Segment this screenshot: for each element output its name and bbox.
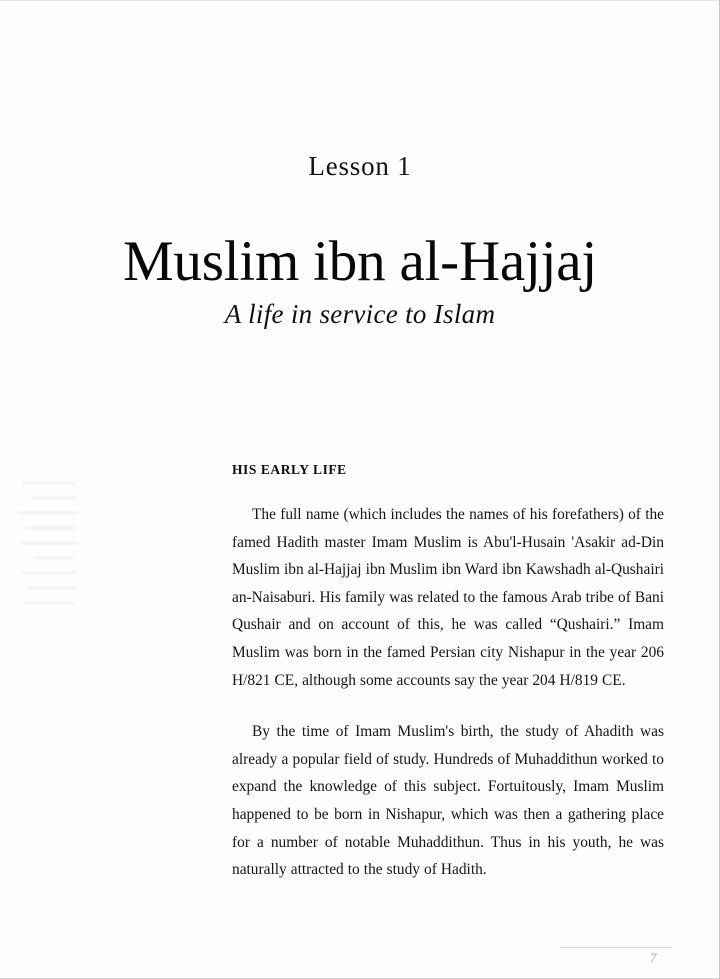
verso-bleed-through-artifact — [12, 481, 84, 696]
lesson-label: Lesson 1 — [308, 151, 412, 181]
page-number: 7 — [650, 950, 657, 965]
page-title: Muslim ibn al-Hajjaj — [122, 230, 598, 293]
section-heading-his-early-life: HIS EARLY LIFE — [232, 462, 347, 477]
body-paragraph: The full name (which includes the names of his forefathers) of the famed Hadith master Imam Muslim is Abu'l-Husain 'Asakir ad-Din Muslim ibn al-Hajjaj ibn Muslim ibn Ward ibn Kawshadh al-Qushairi an-Naisaburi. His family was related to the famous Arab tribe of Bani Qushair and on account of this, he was called “Qushairi.” Imam Muslim was born in the famed Persian city Nishapur in the year 206 H/821 CE, although some accounts say the year 204 H/819 CE. — [232, 506, 664, 689]
page-subtitle: A life in service to Islam — [224, 299, 496, 329]
folio-rule — [560, 947, 672, 948]
body-paragraph: By the time of Imam Muslim's birth, the study of Ahadith was already a popular field of study. Hundreds of Muhaddithun worked to expand the knowledge of this subject. Fortuitously, Imam Muslim happened to be born in Nishapur, which was then a gathering place for a number of notable Muhaddithun. Thus in his youth, he was naturally attracted to the study of Hadith. — [232, 723, 664, 879]
body-text-column — [232, 461, 664, 884]
